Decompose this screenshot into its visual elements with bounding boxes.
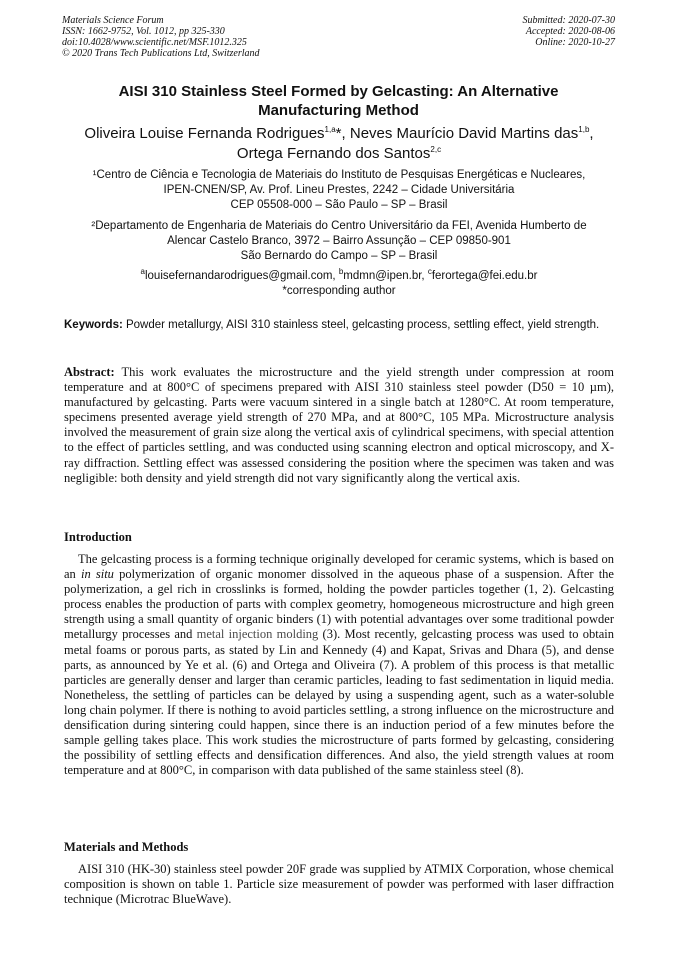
journal-name: Materials Science Forum: [62, 15, 164, 26]
contact-emails: [58, 269, 620, 299]
email-a[interactable]: louisefernandarodrigues@gmail.com,: [144, 270, 339, 282]
introduction-paragraph: [64, 552, 614, 778]
author-3-affil: 2,c: [430, 145, 442, 154]
author-1-affil: 1,a: [324, 125, 336, 134]
email-b-sup: b: [338, 267, 344, 277]
abstract-label: Abstract:: [64, 365, 115, 379]
affiliation-2-line: ²Departamento de Engenharia de Materiais do Centro Universitário da FEI, Avenida Humberto de: [91, 220, 587, 232]
abstract-text: This work evaluates the microstructure and the yield strength under compression at room temperature and at 800°C of specimens prepared with AISI 310 stainless steel powder (D50 = 10 µm), manufactured by gelcasting. Parts were vacuum sintered in a single batch at 1280°C. At room temperature, specimens presented average yield strength of 270 MPa, and at 800°C, 105 MPa. Microstructure analysis involved the measurement of grain size along the vertical axis of cylindrical specimens, with special attention to the effect of particles settling, and was conducted using scanning electron and optical microscopy, and X-ray diffraction. Settling effect was assessed considering the position where the specimen was taken and was negligible: both density and yield strength did not vary significantly along the vertical axis.: [64, 365, 614, 485]
journal-info: [62, 15, 260, 59]
submission-dates: [523, 15, 616, 48]
email-b[interactable]: mdmn@ipen.br,: [343, 270, 428, 282]
keywords-text: Powder metallurgy, AISI 310 stainless steel, gelcasting process, settling effect, yield strength.: [122, 319, 600, 331]
author-1: Oliveira Louise Fernanda Rodrigues: [84, 125, 325, 142]
intro-insitu: in situ: [80, 567, 114, 582]
keywords: [64, 318, 614, 333]
journal-doi[interactable]: doi:10.4028/www.scientific.net/MSF.1012.325: [62, 37, 247, 48]
affiliation-1-line: ¹Centro de Ciência e Tecnologia de Materiais do Instituto de Pesquisas Energéticas e Nucleares,: [92, 169, 586, 181]
author-2-sep: ,: [589, 125, 594, 142]
email-c[interactable]: ferortega@fei.edu.br: [431, 270, 538, 282]
journal-copyright: © 2020 Trans Tech Publications Ltd, Switzerland: [62, 48, 260, 59]
affiliation-2-line: Alencar Castelo Branco, 3972 – Bairro Assunção – CEP 09850-901: [167, 235, 511, 247]
submitted-date: Submitted: 2020-07-30: [522, 15, 615, 26]
title-line-2: Manufacturing Method: [258, 102, 419, 119]
affiliation-1: [58, 168, 620, 213]
introduction-heading: Introduction: [64, 530, 132, 544]
intro-text-2: polymerization of organic monomer dissolved in the aqueous phase of a suspension. After the polymerization, a gel rich in crosslinks is formed, holding the powder particles together (1, 2). Gelcasting process enables the production of parts with complex geometry, homogeneous microstructure and high green strength using a small quantity of organic binders (1) with potential advantages over some traditional powder metallurgy processes and: [64, 567, 614, 642]
methods-paragraph: AISI 310 (HK-30) stainless steel powder 20F grade was supplied by ATMIX Corporation, whose chemical composition is shown on table 1. Particle size measurement of powder was performed with laser diffraction technique (Microtrac BlueWave).: [64, 862, 614, 907]
author-2-affil: 1,b: [578, 125, 590, 134]
journal-issn: ISSN: 1662-9752, Vol. 1012, pp 325-330: [62, 26, 225, 37]
author-list: [56, 124, 622, 164]
keywords-label: Keywords:: [64, 319, 123, 331]
intro-text-1: The gelcasting process is a forming technique originally developed for ceramic systems, which is based on an: [64, 552, 614, 582]
authors-line-1: [56, 124, 622, 144]
online-date: Online: 2020-10-27: [535, 37, 615, 48]
author-1-mark: *,: [335, 125, 350, 142]
affiliation-2-line: São Bernardo do Campo – SP – Brasil: [240, 250, 438, 262]
accepted-date: Accepted: 2020-08-06: [525, 26, 615, 37]
affiliation-1-line: IPEN-CNEN/SP, Av. Prof. Lineu Prestes, 2242 – Cidade Universitária: [163, 184, 515, 196]
affiliation-1-line: CEP 05508-000 – São Paulo – SP – Brasil: [230, 199, 448, 211]
affiliation-2: [58, 219, 620, 264]
email-c-sup: c: [427, 267, 432, 277]
email-a-sup: a: [140, 267, 145, 277]
corresponding-author: *corresponding author: [282, 285, 396, 297]
author-2: Neves Maurício David Martins das: [349, 125, 579, 142]
methods-heading: Materials and Methods: [64, 840, 189, 854]
intro-text-3: (3). Most recently, gelcasting process was used to obtain metal foams or porous parts, as stated by Lin and Kennedy (4) and Kapat, Srivas and Dhara (5), and dense parts, as announced by Ye et al. (6) and Ortega and Oliveira (7). A problem of this process is that metallic particles are generally denser and larger than ceramic particles, leading to fast sedimentation in liquid media. Nonetheless, the settling of particles can be delayed by using a suspending agent, such as a water-soluble long chain polymer. If there is nothing to avoid particles settling, a strong influence on the microstructure and densification during sintering could happen, since there is an induction period of a few minutes before the sample gelling takes place. This work studies the microstructure of parts formed by gelcasting, considering the possibility of settling effects and densification differences. And also, the yield strength values at room temperature and at 800°C, in comparison with data published of the same stainless steel (8).: [64, 627, 614, 778]
author-3: Ortega Fernando dos Santos: [236, 145, 431, 162]
paper-title: [62, 82, 615, 120]
metal-injection-molding-link[interactable]: metal injection molding: [196, 627, 319, 642]
title-line-1: AISI 310 Stainless Steel Formed by Gelcasting: An Alternative: [118, 83, 559, 100]
abstract: [64, 365, 614, 486]
email-line: [58, 269, 620, 284]
authors-line-2: [56, 144, 622, 164]
